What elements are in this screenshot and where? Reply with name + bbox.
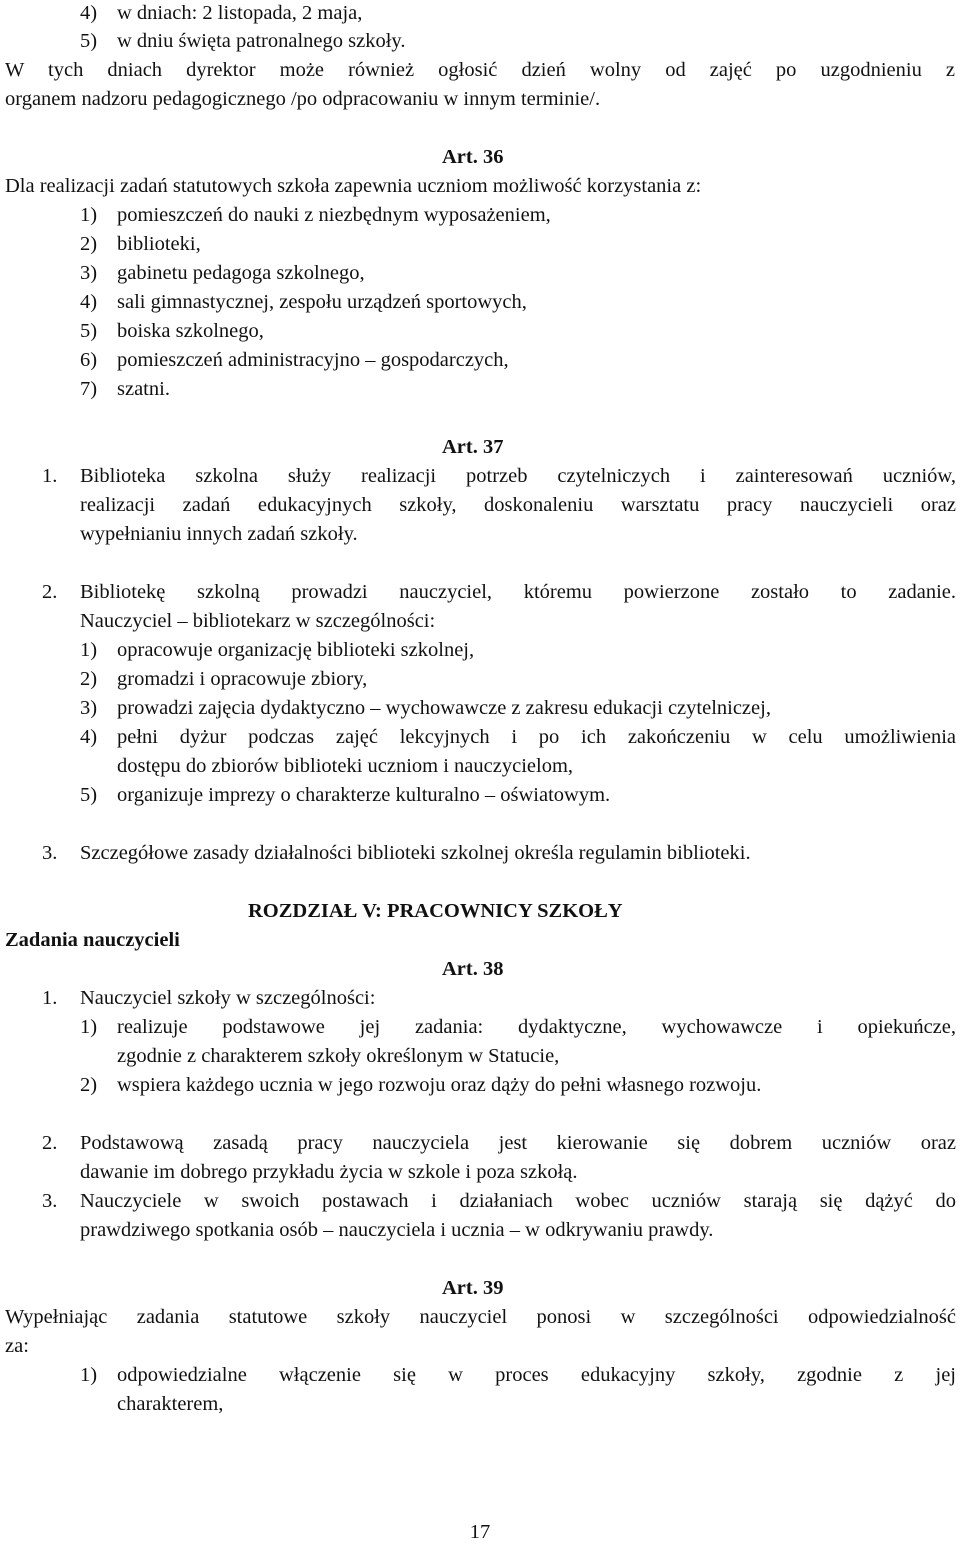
list-item: pełni dyżur podczas zajęć lekcyjnych i po ich zakończeniu w celu umożliwienia (117, 726, 956, 748)
list-number: 3) (80, 697, 98, 719)
list-number: 4) (80, 2, 98, 24)
list-number: 2) (80, 233, 98, 255)
list-item: boiska szkolnego, (117, 320, 264, 342)
article-heading: Art. 37 (442, 436, 504, 458)
paragraph-line: dawanie im dobrego przykładu życia w szkole i poza szkołą. (80, 1161, 578, 1183)
paragraph-line: organem nadzoru pedagogicznego /po odpracowaniu w innym terminie/. (5, 88, 601, 110)
chapter-title: ROZDZIAŁ V: PRACOWNICY SZKOŁY (248, 900, 623, 922)
paragraph-line: Bibliotekę szkolną prowadzi nauczyciel, któremu powierzone zostało to zadanie. (80, 581, 956, 603)
list-item: opracowuje organizację biblioteki szkolnej, (117, 639, 475, 661)
list-item: wspiera każdego ucznia w jego rozwoju oraz dąży do pełni własnego rozwoju. (117, 1074, 762, 1096)
article-heading: Art. 36 (442, 146, 504, 168)
list-item: dostępu do zbiorów biblioteki uczniom i nauczycielom, (117, 755, 574, 777)
paragraph-line: za: (5, 1335, 29, 1357)
list-number: 1) (80, 1016, 98, 1038)
list-number: 2) (80, 668, 98, 690)
list-item: sali gimnastycznej, zespołu urządzeń sportowych, (117, 291, 527, 313)
list-number: 5) (80, 784, 98, 806)
list-number: 3) (80, 262, 98, 284)
list-item: gromadzi i opracowuje zbiory, (117, 668, 368, 690)
list-number: 6) (80, 349, 98, 371)
paragraph-line: Podstawową zasadą pracy nauczyciela jest kierowanie się dobrem uczniów oraz (80, 1132, 956, 1154)
list-item: szatni. (117, 378, 170, 400)
paragraph-number: 1. (42, 465, 58, 487)
paragraph-line: Nauczyciel – bibliotekarz w szczególności: (80, 610, 436, 632)
paragraph-line: Nauczyciel szkoły w szczególności: (80, 987, 376, 1009)
list-item: biblioteki, (117, 233, 201, 255)
paragraph-line: Szczegółowe zasady działalności biblioteki szkolnej określa regulamin biblioteki. (80, 842, 751, 864)
section-title: Zadania nauczycieli (5, 929, 180, 951)
list-number: 1) (80, 1364, 98, 1386)
list-number: 5) (80, 30, 98, 52)
list-item: prowadzi zajęcia dydaktyczno – wychowawcze z zakresu edukacji czytelniczej, (117, 697, 771, 719)
list-item: w dniach: 2 listopada, 2 maja, (117, 2, 363, 24)
list-number: 4) (80, 291, 98, 313)
paragraph-line: prawdziwego spotkania osób – nauczyciela i ucznia – w odkrywaniu prawdy. (80, 1219, 714, 1241)
paragraph-line: Nauczyciele w swoich postawach i działaniach wobec uczniów starają się dążyć do (80, 1190, 956, 1212)
list-number: 5) (80, 320, 98, 342)
list-number: 2) (80, 1074, 98, 1096)
list-item: odpowiedzialne włączenie się w proces edukacyjny szkoły, zgodnie z jej (117, 1364, 956, 1386)
list-item: organizuje imprezy o charakterze kulturalno – oświatowym. (117, 784, 611, 806)
page-number: 17 (469, 1521, 491, 1543)
list-item: w dniu święta patronalnego szkoły. (117, 30, 406, 52)
paragraph-number: 1. (42, 987, 58, 1009)
paragraph-line: wypełnianiu innych zadań szkoły. (80, 523, 358, 545)
paragraph-number: 2. (42, 581, 58, 603)
list-number: 4) (80, 726, 98, 748)
paragraph-line: realizacji zadań edukacyjnych szkoły, doskonaleniu warsztatu pracy nauczycieli oraz (80, 494, 956, 516)
paragraph-number: 3. (42, 1190, 58, 1212)
list-item: pomieszczeń do nauki z niezbędnym wyposażeniem, (117, 204, 551, 226)
paragraph-number: 2. (42, 1132, 58, 1154)
paragraph-line: Wypełniając zadania statutowe szkoły nauczyciel ponosi w szczególności odpowiedzialność (5, 1306, 956, 1328)
paragraph-line: W tych dniach dyrektor może również ogłosić dzień wolny od zajęć po uzgodnieniu z (5, 59, 955, 81)
list-item: charakterem, (117, 1393, 224, 1415)
list-number: 7) (80, 378, 98, 400)
list-item: pomieszczeń administracyjno – gospodarczych, (117, 349, 509, 371)
list-item: realizuje podstawowe jej zadania: dydaktyczne, wychowawcze i opiekuńcze, (117, 1016, 956, 1038)
paragraph-line: Dla realizacji zadań statutowych szkoła zapewnia uczniom możliwość korzystania z: (5, 175, 702, 197)
article-heading: Art. 39 (442, 1277, 504, 1299)
list-item: zgodnie z charakterem szkoły określonym w Statucie, (117, 1045, 560, 1067)
article-heading: Art. 38 (442, 958, 504, 980)
list-number: 1) (80, 204, 98, 226)
list-number: 1) (80, 639, 98, 661)
paragraph-number: 3. (42, 842, 58, 864)
list-item: gabinetu pedagoga szkolnego, (117, 262, 365, 284)
paragraph-line: Biblioteka szkolna służy realizacji potrzeb czytelniczych i zainteresowań uczniów, (80, 465, 956, 487)
